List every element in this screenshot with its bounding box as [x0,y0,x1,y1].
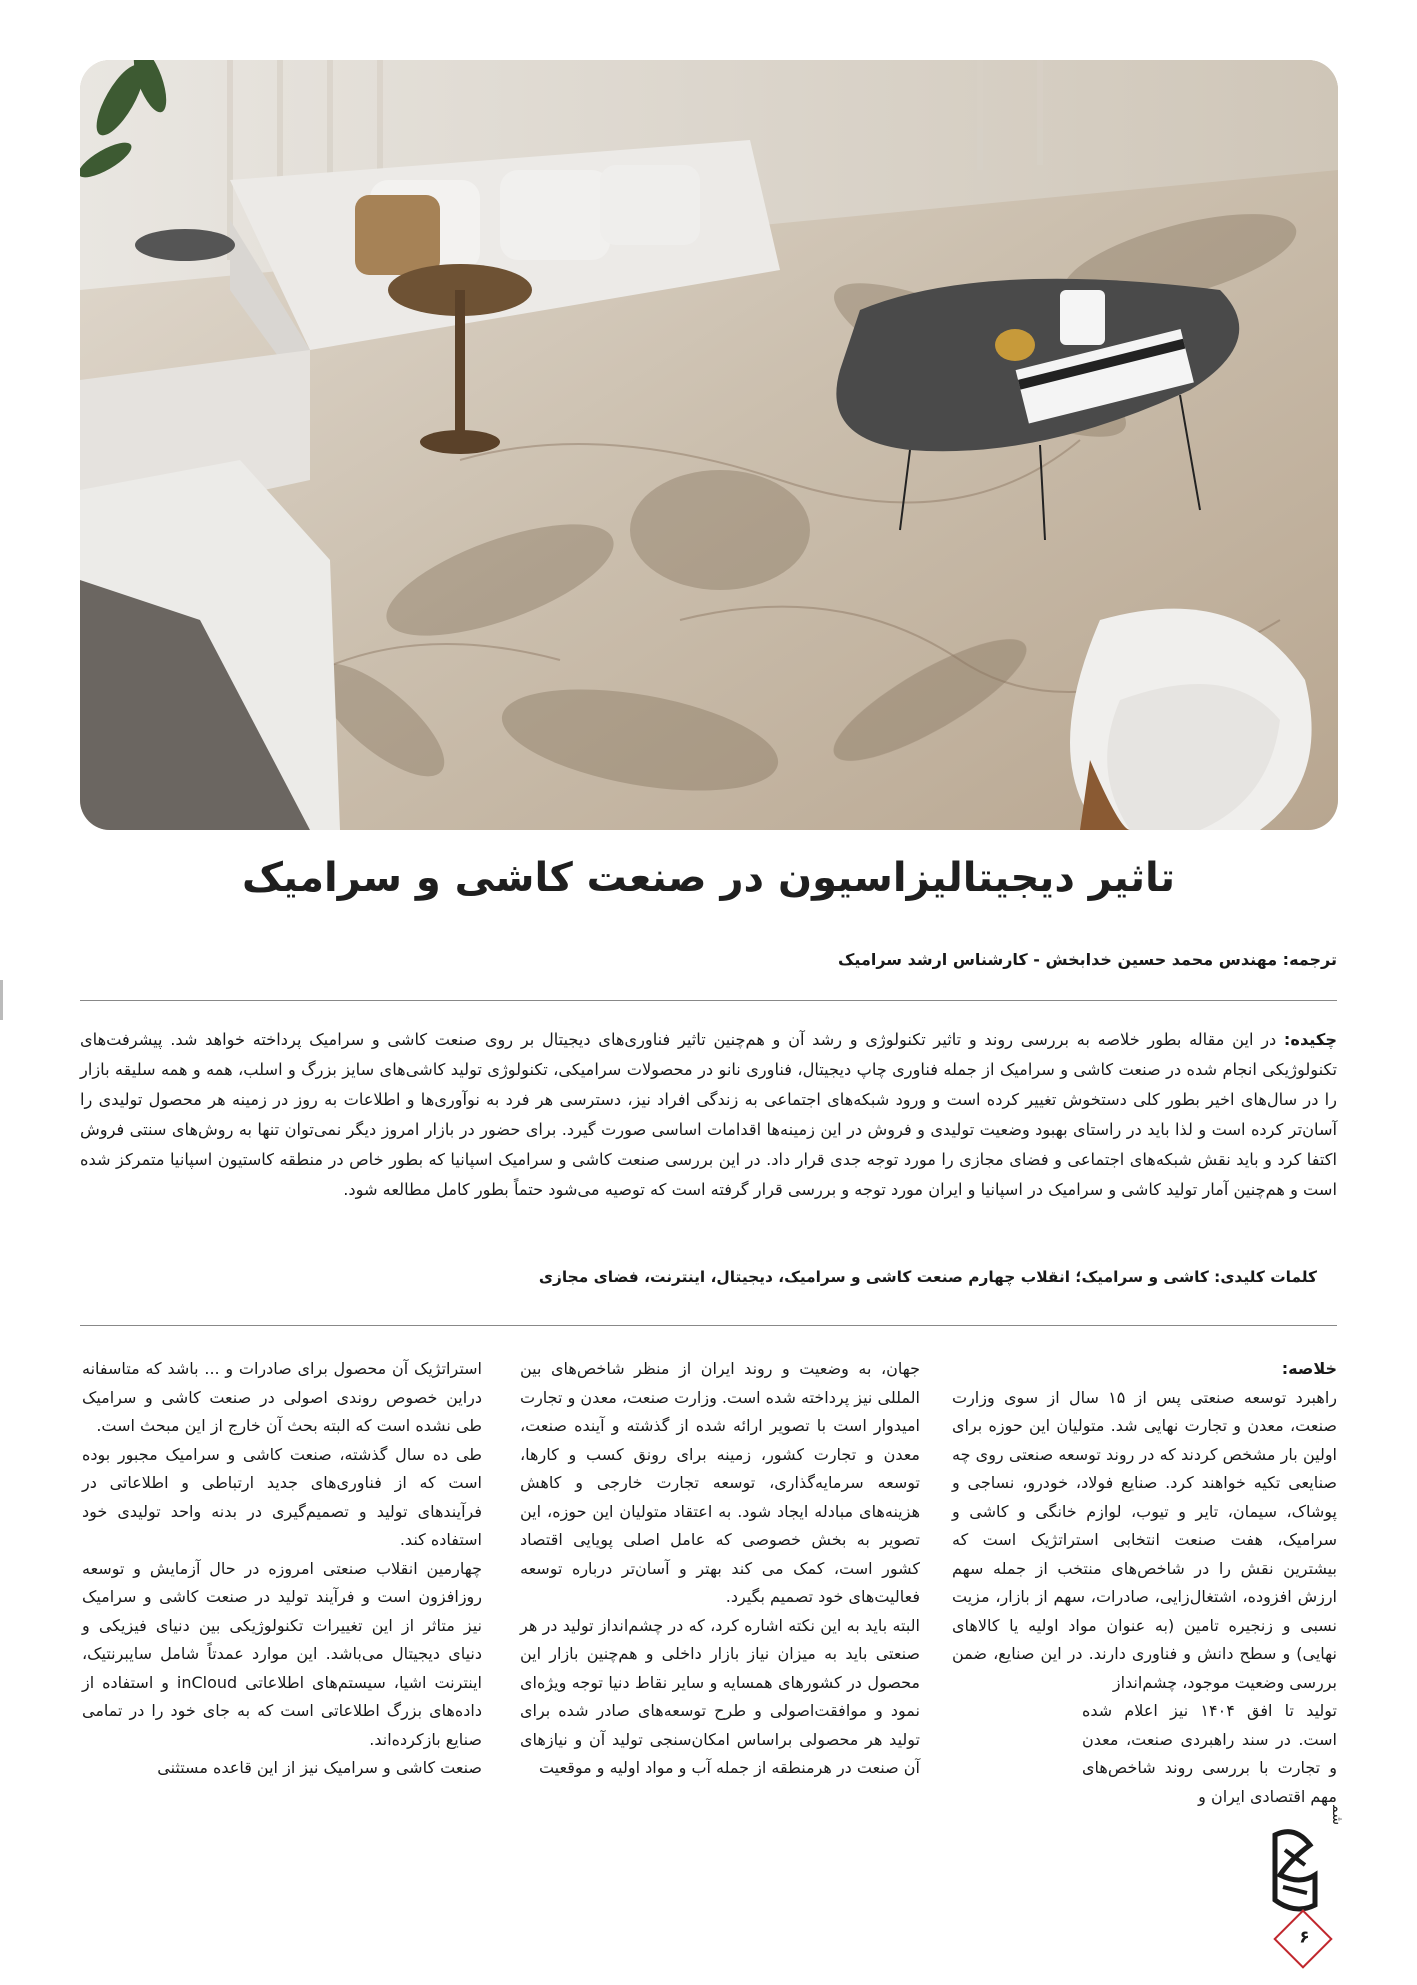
left-paragraph-2: طی ده سال گذشته، صنعت کاشی و سرامیک مجبور بوده است که از فناوری‌های جدید ارتباطی و اطلاعاتی در فرآیندهای تولید و تصمیم‌گیری در بدنه واحد تولیدی خود استفاده کند. [82,1444,482,1549]
summary-heading: خلاصه: [1281,1359,1337,1378]
column-left [82,1355,482,1783]
living-room-illustration [80,60,1338,830]
abstract-text: در این مقاله بطور خلاصه به بررسی روند و تاثیر تکنولوژی و رشد آن و هم‌چنین تاثیر فناوری‌های دیجیتال بر روی صنعت کاشی و سرامیک پرداخته خواهد شد. پیشرفت‌های تکنولوژیکی انجام شده در صنعت کاشی و سرامیک از جمله فناوری چاپ دیجیتال، فناوری نانو در محصولات سرامیکی، تکنولوژی تولید کاشی‌های سایز بزرگ و اسلب، همه و همه سلیقه بازار را در سال‌های اخیر بطور کلی دستخوش تغییر کرده است و ورود شبکه‌های اجتماعی به زندگی افراد نیز، دسترسی هر فرد به نوآوری‌ها و اطلاعات به روز در زمینه هر محصول تولیدی را آسان‌تر کرده است و لذا باید در راستای بهبود وضعیت تولیدی و فروش در این زمینه‌ها اقدامات اساسی صورت گیرد. برای حضور در بازار امروز دیگر نمی‌توان تنها به روش‌های سنتی فروش اکتفا کرد و باید نقش شبکه‌های اجتماعی و فضای مجازی را مورد توجه جدی قرار داد. در این بررسی صنعت کاشی و سرامیک اسپانیا که بطور خاص در منطقه کاستیون اسپانیا متمرکز شده است و هم‌چنین آمار تولید کاشی و سرامیک در اسپانیا و ایران مورد توجه و بررسی قرار گرفته است که توصیه می‌شود حتماً بطور کامل مطالعه شود. [80,1030,1337,1199]
keywords: کلمات کلیدی: کاشی و سرامیک؛ انقلاب چهارم صنعت کاشی و سرامیک، دیجیتال، اینترنت، فضای مجازی [538,1268,1317,1286]
page-number: ۶ [1299,1927,1310,1948]
issue-label [1329,1805,1345,1825]
left-paragraph-3: چهارمین انقلاب صنعتی امروزه در حال آزمایش و توسعه روزافزون است و فرآیند تولید در صنعت کاشی و سرامیک نیز متاثر از این تغییرات تکنولوژیکی بین دنیای فیزیکی و دنیای دیجیتال می‌باشد. این موارد عمدتاً شامل سایبرنتیک، اینترنت اشیا، سیستم‌های اطلاعاتی inCloud و استفاده از داده‌های بزرگ اطلاعاتی است که به جای خود را در تمامی صنایع بازکرده‌اند. [82,1558,482,1749]
divider-bottom [80,1325,1337,1326]
abstract-label: چکیده: [1283,1030,1337,1049]
hero-photo [80,60,1338,830]
middle-paragraph-1: جهان، به وضعیت و روند ایران از منظر شاخص‌های بین المللی نیز پرداخته شده است. وزارت صنعت، معدن و تجارت امیدوار است با تصویر ارائه شده از گذشته و آینده صنعت، معدن و تجارت کشور، زمینه برای رونق کسب و کارها، توسعه سرمایه‌گذاری، توسعه تجارت خارجی و کاهش هزینه‌های مبادله ایجاد شود. به اعتقاد متولیان این حوزه، این تصویر به بخش خصوصی که عامل اصلی پویایی اقتصاد کشور است، کمک می کند بهتر و آسان‌تر درباره توسعه فعالیت‌های خود تصمیم بگیرد. [520,1359,920,1606]
column-middle [520,1355,920,1783]
middle-paragraph-2: البته باید به این نکته اشاره کرد، که در چشم‌انداز تولید در هر صنعتی باید به میزان نیاز بازار داخلی و هم‌چنین بازار این محصول در کشورهای همسایه و سایر نقاط دنیا توجه ویژه‌ای نمود و موافقت‌اصولی و طرح توسعه‌های صادر شده برای تولید هر محصولی براساس امکان‌سنجی تولید آن و نیازهای آن صنعت در هرمنطقه از جمله آب و مواد اولیه و موقعیت [520,1615,920,1777]
divider-top [80,1000,1337,1001]
page-edge-mark [0,980,3,1020]
left-paragraph-1: استراتژیک آن محصول برای صادرات و ... باشد که متاسفانه دراین خصوص روندی اصولی در صنعت کاشی و سرامیک طی نشده است که البته بحث آن خارج از این مبحث است. [82,1359,482,1435]
column-summary [952,1355,1337,1811]
summary-paragraph-1: راهبرد توسعه صنعتی پس از ۱۵ سال از سوی وزارت صنعت، معدن و تجارت نهایی شد. متولیان این حوزه برای اولین بار مشخص کردند که در روند توسعه صنعتی روی چه صنایعی تکیه خواهند کرد. صنایع فولاد، خودرو، نساجی و پوشاک، سیمان، تایر و تیوب، لوازم خانگی و کاشی و سرامیک، هفت صنعت انتخابی استراتژیک است که بیشترین نقش را در شاخص‌های منتخب از جمله سهم ارزش افزوده، اشتغال‌زایی، صادرات، سهم از بازار، مزیت نسبی و زنجیره تامین (به عنوان مواد اولیه یا کالاهای نهایی) و سطح دانش و فناوری دارند. در این صنایع، ضمن بررسی وضعیت موجود، چشم‌انداز [952,1387,1337,1692]
abstract [80,1025,1337,1205]
article-title: تاثیر دیجیتالیزاسیون در صنعت کاشی و سرامیک [241,855,1176,901]
left-paragraph-4: صنعت کاشی و سرامیک نیز از این قاعده مستثنی [157,1758,482,1777]
summary-paragraph-2: تولید تا افق ۱۴۰۴ نیز اعلام شده است. در سند راهبردی صنعت، معدن و تجارت با بررسی روند شاخص‌های مهم اقتصادی ایران و [1082,1701,1338,1806]
translator-byline: ترجمه: مهندس محمد حسین خدابخش - کارشناس ارشد سرامیک [838,950,1337,969]
